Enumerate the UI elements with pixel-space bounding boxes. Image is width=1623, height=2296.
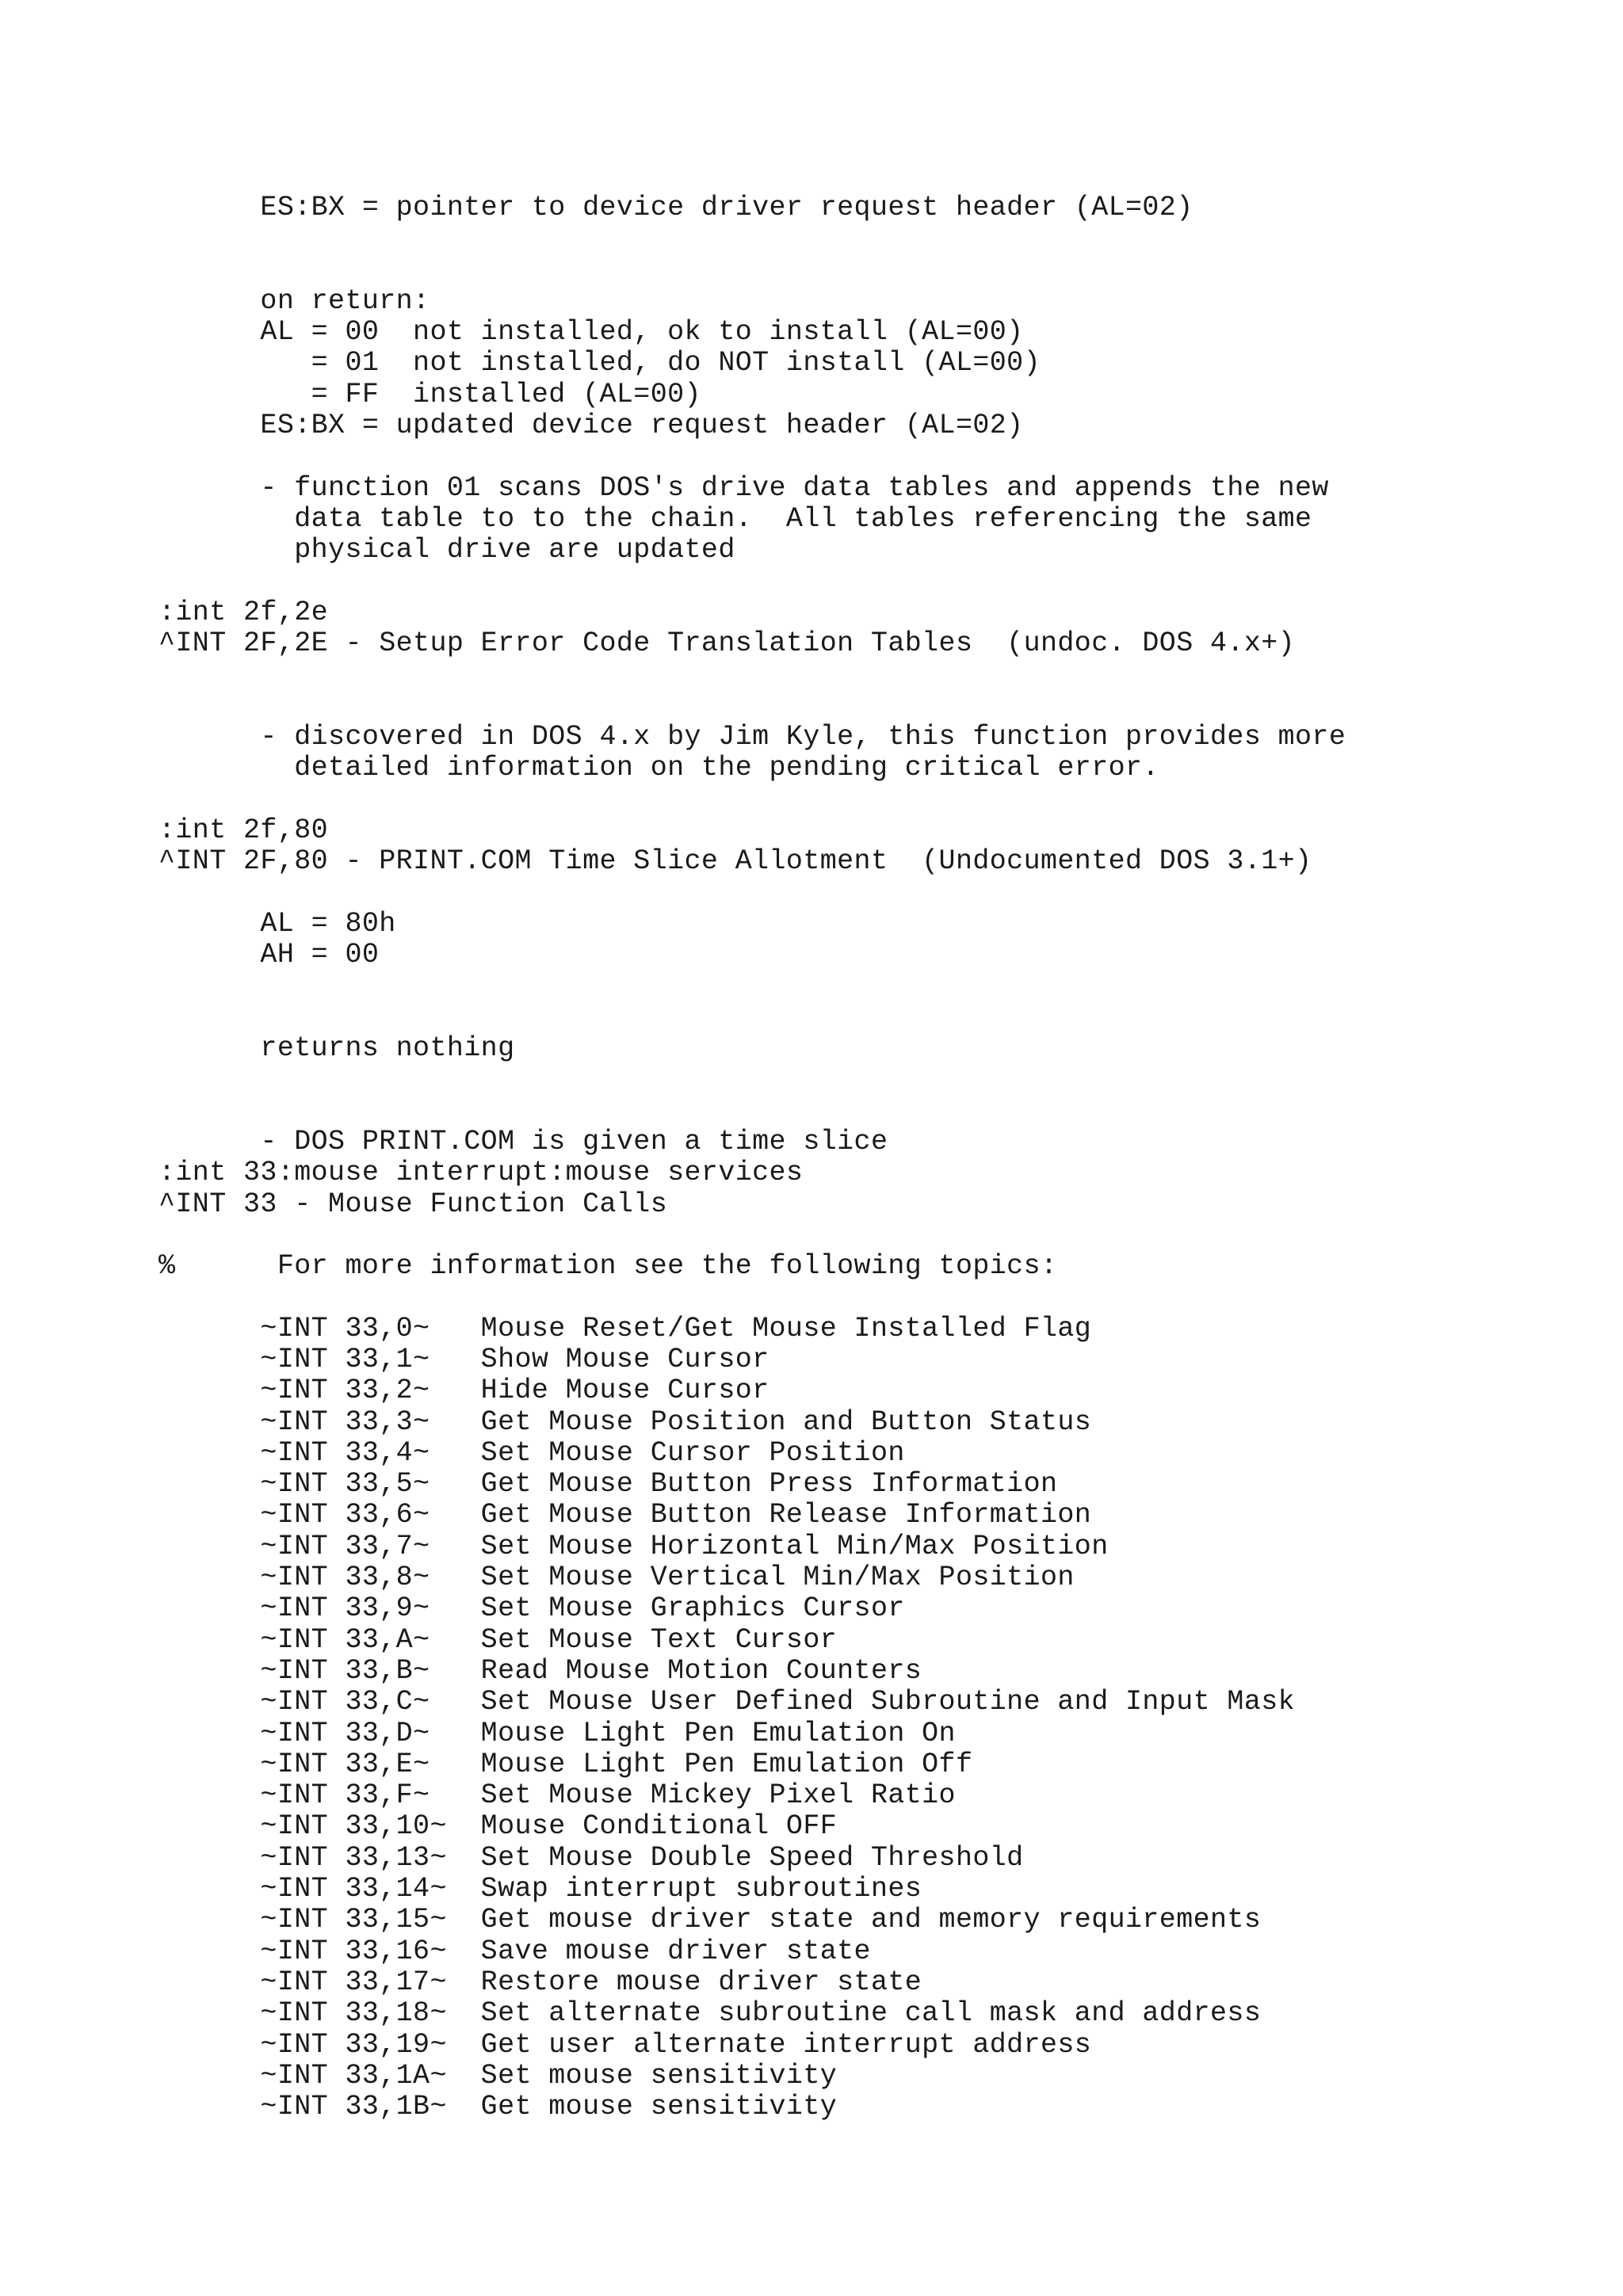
blank-line [158, 441, 1346, 472]
text-line: ~INT 33,8~ Set Mouse Vertical Min/Max Position [158, 1562, 1075, 1594]
text-line: ~INT 33,B~ Read Mouse Motion Counters [158, 1654, 922, 1687]
blank-line [158, 784, 1346, 815]
text-line: ~INT 33,2~ Hide Mouse Cursor [158, 1375, 769, 1407]
blank-line [158, 878, 1346, 909]
document-text [158, 193, 1346, 2122]
text-line: ~INT 33,F~ Set Mouse Mickey Pixel Ratio [158, 1779, 956, 1812]
text-line: ~INT 33,1~ Show Mouse Cursor [158, 1343, 769, 1375]
blank-line [158, 691, 1346, 722]
text-line: ES:BX = updated device request header (AL=02) [158, 410, 1024, 442]
text-line: AL = 80h [158, 907, 396, 940]
text-line: returns nothing [158, 1032, 515, 1065]
text-line: :int 2f,2e [158, 596, 329, 628]
text-line: ~INT 33,E~ Mouse Light Pen Emulation Off [158, 1748, 973, 1780]
blank-line [158, 1282, 1346, 1313]
text-line: ^INT 33 - Mouse Function Calls [158, 1188, 668, 1220]
text-line: ~INT 33,D~ Mouse Light Pen Emulation On [158, 1717, 956, 1749]
text-line: ~INT 33,14~ Swap interrupt subroutines [158, 1873, 922, 1905]
text-line: ~INT 33,C~ Set Mouse User Defined Subroutine and Input Mask [158, 1686, 1296, 1718]
text-line: :int 2f,80 [158, 814, 329, 846]
text-line: ~INT 33,13~ Set Mouse Double Speed Threshold [158, 1841, 1024, 1874]
blank-line [158, 1096, 1346, 1127]
text-line: ~INT 33,17~ Restore mouse driver state [158, 1966, 922, 1998]
blank-line [158, 223, 1346, 254]
text-line: = FF installed (AL=00) [158, 378, 701, 410]
text-line: ^INT 2F,2E - Setup Error Code Translation Tables (undoc. DOS 4.x+) [158, 627, 1296, 660]
text-line: ~INT 33,1B~ Get mouse sensitivity [158, 2091, 838, 2123]
text-line: - function 01 scans DOS's drive data tables and appends the new [158, 471, 1329, 504]
text-line: ~INT 33,A~ Set Mouse Text Cursor [158, 1623, 838, 1656]
text-line: ~INT 33,15~ Get mouse driver state and memory requirements [158, 1904, 1262, 1936]
text-line: ~INT 33,10~ Mouse Conditional OFF [158, 1810, 838, 1843]
blank-line [158, 255, 1346, 286]
blank-line [158, 1002, 1346, 1033]
text-line: on return: [158, 284, 430, 317]
text-line: ~INT 33,5~ Get Mouse Button Press Information [158, 1468, 1058, 1501]
text-line: ~INT 33,19~ Get user alternate interrupt address [158, 2028, 1092, 2061]
text-line: ~INT 33,9~ Set Mouse Graphics Cursor [158, 1592, 905, 1625]
text-line: - DOS PRINT.COM is given a time slice [158, 1125, 888, 1158]
text-line: physical drive are updated [158, 534, 735, 566]
text-line: ~INT 33,0~ Mouse Reset/Get Mouse Installed Flag [158, 1312, 1092, 1344]
blank-line [158, 659, 1346, 690]
text-line: % For more information see the following topics: [158, 1250, 1058, 1283]
blank-line [158, 566, 1346, 597]
text-line: data table to to the chain. All tables referencing the same [158, 502, 1312, 535]
blank-line [158, 971, 1346, 1001]
text-line: ~INT 33,16~ Save mouse driver state [158, 1935, 871, 1967]
text-line: ~INT 33,3~ Get Mouse Position and Button Status [158, 1405, 1092, 1438]
text-line: ES:BX = pointer to device driver request header (AL=02) [158, 192, 1193, 223]
text-line: detailed information on the pending critical error. [158, 752, 1159, 784]
text-line: ^INT 2F,80 - PRINT.COM Time Slice Allotment (Undocumented DOS 3.1+) [158, 845, 1312, 878]
text-line: ~INT 33,7~ Set Mouse Horizontal Min/Max Position [158, 1530, 1109, 1562]
blank-line [158, 1064, 1346, 1095]
text-line: :int 33:mouse interrupt:mouse services [158, 1157, 804, 1189]
text-line: ~INT 33,18~ Set alternate subroutine call mask and address [158, 1997, 1262, 2030]
text-line: AL = 00 not installed, ok to install (AL=00) [158, 316, 1024, 349]
text-line: - discovered in DOS 4.x by Jim Kyle, this function provides more [158, 721, 1346, 753]
text-line: = 01 not installed, do NOT install (AL=00) [158, 347, 1041, 379]
text-line: AH = 00 [158, 939, 380, 971]
text-line: ~INT 33,6~ Get Mouse Button Release Information [158, 1499, 1092, 1531]
text-line: ~INT 33,1A~ Set mouse sensitivity [158, 2059, 838, 2092]
blank-line [158, 1220, 1346, 1251]
text-line: ~INT 33,4~ Set Mouse Cursor Position [158, 1436, 905, 1469]
